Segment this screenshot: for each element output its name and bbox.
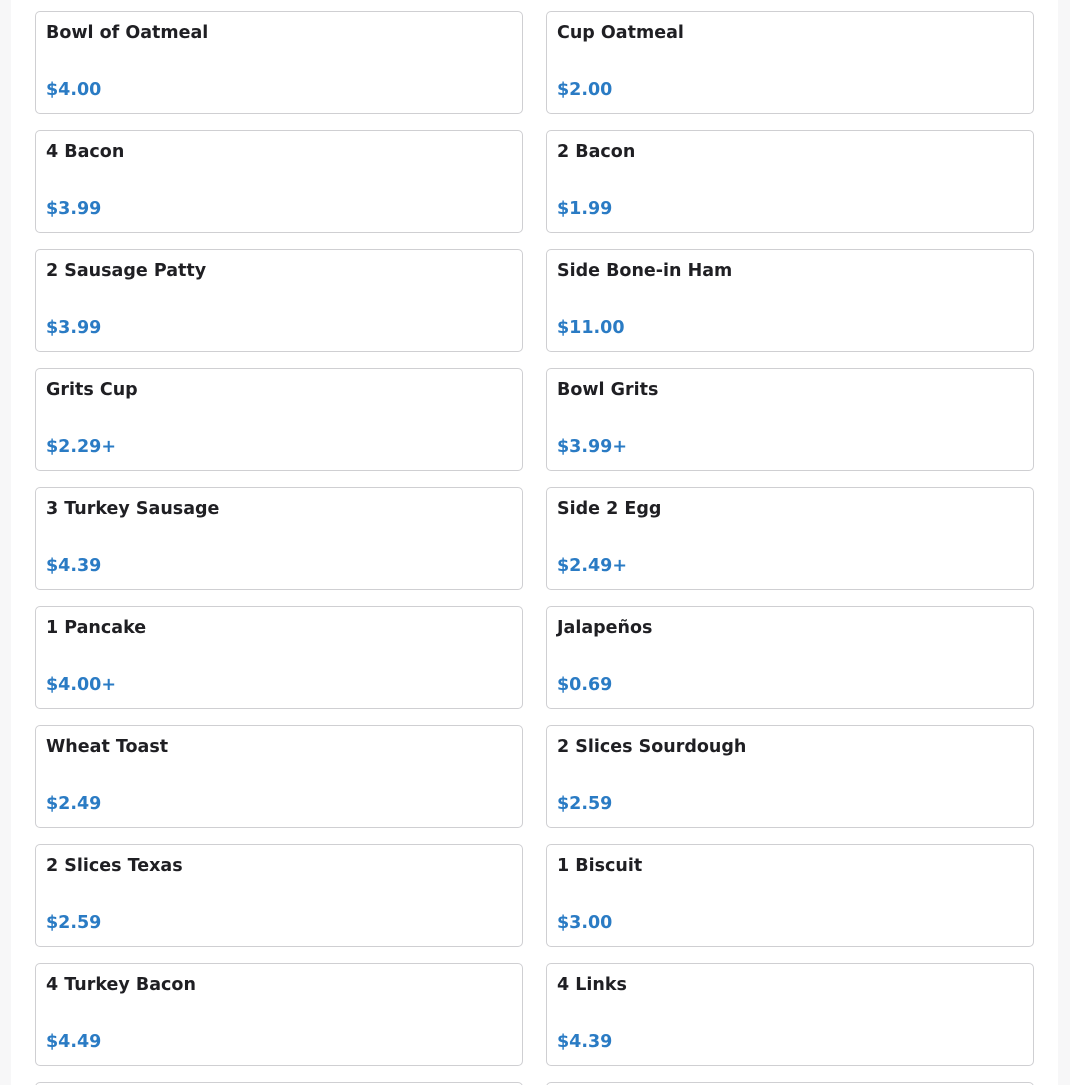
- menu-item-card[interactable]: [546, 844, 1034, 947]
- menu-item-card[interactable]: [35, 249, 523, 352]
- menu-item-price: $2.59: [557, 794, 613, 814]
- menu-item-name: Wheat Toast: [46, 737, 169, 757]
- menu-item-price: $3.00: [557, 913, 613, 933]
- menu-item-name: Grits Cup: [46, 380, 138, 400]
- menu-item-card[interactable]: [35, 130, 523, 233]
- menu-item-name: Side Bone-in Ham: [557, 261, 733, 281]
- menu-item-price: $2.49: [46, 794, 102, 814]
- menu-item-name: Bowl Grits: [557, 380, 659, 400]
- menu-item-price: $11.00: [557, 318, 625, 338]
- menu-item-name: Bowl of Oatmeal: [46, 23, 209, 43]
- menu-item-name: 2 Slices Sourdough: [557, 737, 747, 757]
- menu-item-name: 1 Biscuit: [557, 856, 643, 876]
- menu-item-name: 2 Slices Texas: [46, 856, 183, 876]
- menu-item-price: $3.99+: [557, 437, 628, 457]
- menu-item-card[interactable]: [546, 963, 1034, 1066]
- menu-item-name: 4 Bacon: [46, 142, 125, 162]
- menu-item-card[interactable]: [546, 725, 1034, 828]
- menu-item-price: $4.00+: [46, 675, 117, 695]
- menu-item-price: $3.99: [46, 199, 102, 219]
- menu-item-price: $2.00: [557, 80, 613, 100]
- menu-item-card[interactable]: [35, 11, 523, 114]
- menu-item-card[interactable]: [35, 606, 523, 709]
- menu-item-card[interactable]: [35, 725, 523, 828]
- menu-item-name: Jalapeños: [557, 618, 653, 638]
- menu-item-price: $1.99: [557, 199, 613, 219]
- menu-item-price: $2.29+: [46, 437, 117, 457]
- menu-item-price: $3.99: [46, 318, 102, 338]
- menu-item-price: $4.39: [46, 556, 102, 576]
- menu-item-card[interactable]: [546, 249, 1034, 352]
- menu-item-price: $4.00: [46, 80, 102, 100]
- menu-item-name: 2 Bacon: [557, 142, 636, 162]
- menu-item-name: 4 Links: [557, 975, 627, 995]
- menu-item-name: Cup Oatmeal: [557, 23, 684, 43]
- menu-item-name: 1 Pancake: [46, 618, 147, 638]
- menu-item-price: $0.69: [557, 675, 613, 695]
- menu-item-price: $2.49+: [557, 556, 628, 576]
- menu-page: [11, 0, 1058, 1085]
- menu-item-price: $4.39: [557, 1032, 613, 1052]
- menu-item-card[interactable]: [546, 487, 1034, 590]
- menu-item-card[interactable]: [546, 11, 1034, 114]
- menu-item-card[interactable]: [546, 368, 1034, 471]
- menu-item-name: 3 Turkey Sausage: [46, 499, 220, 519]
- menu-item-name: 2 Sausage Patty: [46, 261, 207, 281]
- menu-item-card[interactable]: [35, 487, 523, 590]
- menu-item-card[interactable]: [546, 606, 1034, 709]
- menu-item-name: Side 2 Egg: [557, 499, 662, 519]
- menu-item-name: 4 Turkey Bacon: [46, 975, 196, 995]
- menu-item-card[interactable]: [35, 844, 523, 947]
- menu-item-card[interactable]: [35, 963, 523, 1066]
- menu-item-card[interactable]: [35, 368, 523, 471]
- menu-item-card[interactable]: [546, 130, 1034, 233]
- menu-item-price: $4.49: [46, 1032, 102, 1052]
- menu-item-grid: [35, 11, 1034, 1085]
- menu-item-price: $2.59: [46, 913, 102, 933]
